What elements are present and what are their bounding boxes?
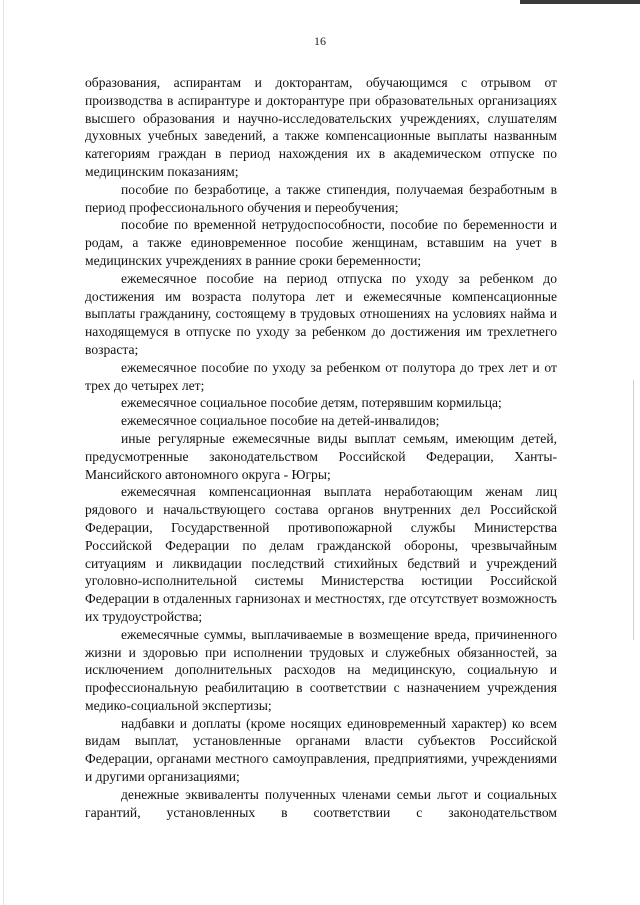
- paragraph-damage-compensation: ежемесячные суммы, выплачиваемые в возмещение вреда, причиненного жизни и здоровью при исполнении трудовых и служебных обязанностей, за исключением дополнительных расходов на медицинскую, социальную и профессиональную реабилитацию в соответствии с назначением учреждения медико-социальной экспертизы;: [85, 626, 557, 713]
- paragraph-continuation: образования, аспирантам и докторантам, обучающимся с отрывом от производства в аспирантуре и докторантуре при образовательных организациях высшего образования и научно-исследовательских учреждениях, слушателям духовных учебных заведений, а также компенсационные выплаты названным категориям граждан в период нахождения их в академическом отпуске по медицинским показаниям;: [85, 75, 557, 179]
- document-body: [85, 74, 557, 821]
- scan-left-shadow: [3, 0, 4, 905]
- page-number: 16: [314, 34, 326, 48]
- paragraph-spouse-compensation: ежемесячная компенсационная выплата неработающим женам лиц рядового и начальствующего состава органов внутренних дел Российской Федерации, Государственной противопожарной службы Министерства Российской Федерации по делам гражданской обороны, чрезвычайным ситуациям и ликвидации последствий стихийных бедствий и учреждений уголовно-исполнительной системы Министерства юстиции Российской Федерации в отдаленных гарнизонах и местностях, где отсутствует возможность их трудоустройства;: [85, 484, 557, 624]
- scan-edge-mark: [520, 0, 640, 4]
- paragraph-childcare-1-5-to-4: ежемесячное пособие по уходу за ребенком от полутора до трех лет и от трех до четырех лет;: [85, 359, 557, 393]
- paragraph-monetary-equivalents: денежные эквиваленты полученных членами семьи льгот и социальных гарантий, установленных в соответствии с законодательством: [85, 786, 557, 820]
- paragraph-disability-maternity: пособие по временной нетрудоспособности, пособие по беременности и родам, а также единовременное пособие женщинам, вставшим на учет в медицинских учреждениях в ранние сроки беременности;: [85, 217, 557, 268]
- paragraph-childcare-leave: ежемесячное пособие на период отпуска по уходу за ребенком до достижения им возраста полутора лет и ежемесячные компенсационные выплаты гражданину, состоящему в трудовых отношениях на условиях найма и находящемуся в отпуске по уходу за ребенком до достижения им трехлетнего возраста;: [85, 270, 557, 357]
- scan-right-shadow: [633, 380, 634, 640]
- paragraph-unemployment-benefit: пособие по безработице, а также стипендия, получаемая безработным в период профессионального обучения и переобучения;: [85, 181, 557, 215]
- paragraph-survivor-benefit: ежемесячное социальное пособие детям, потерявшим кормильца;: [121, 395, 502, 411]
- paragraph-disabled-children: ежемесячное социальное пособие на детей-инвалидов;: [121, 413, 440, 429]
- paragraph-allowances: надбавки и доплаты (кроме носящих единовременный характер) ко всем видам выплат, установленные органами власти субъектов Российской Федерации, органами местного самоуправления, предприятиями, учреждениями и другими организациями;: [85, 715, 557, 785]
- paragraph-other-regular-payments: иные регулярные ежемесячные виды выплат семьям, имеющим детей, предусмотренные законодательством Российской Федерации, Ханты-Мансийского автономного округа - Югры;: [85, 430, 557, 482]
